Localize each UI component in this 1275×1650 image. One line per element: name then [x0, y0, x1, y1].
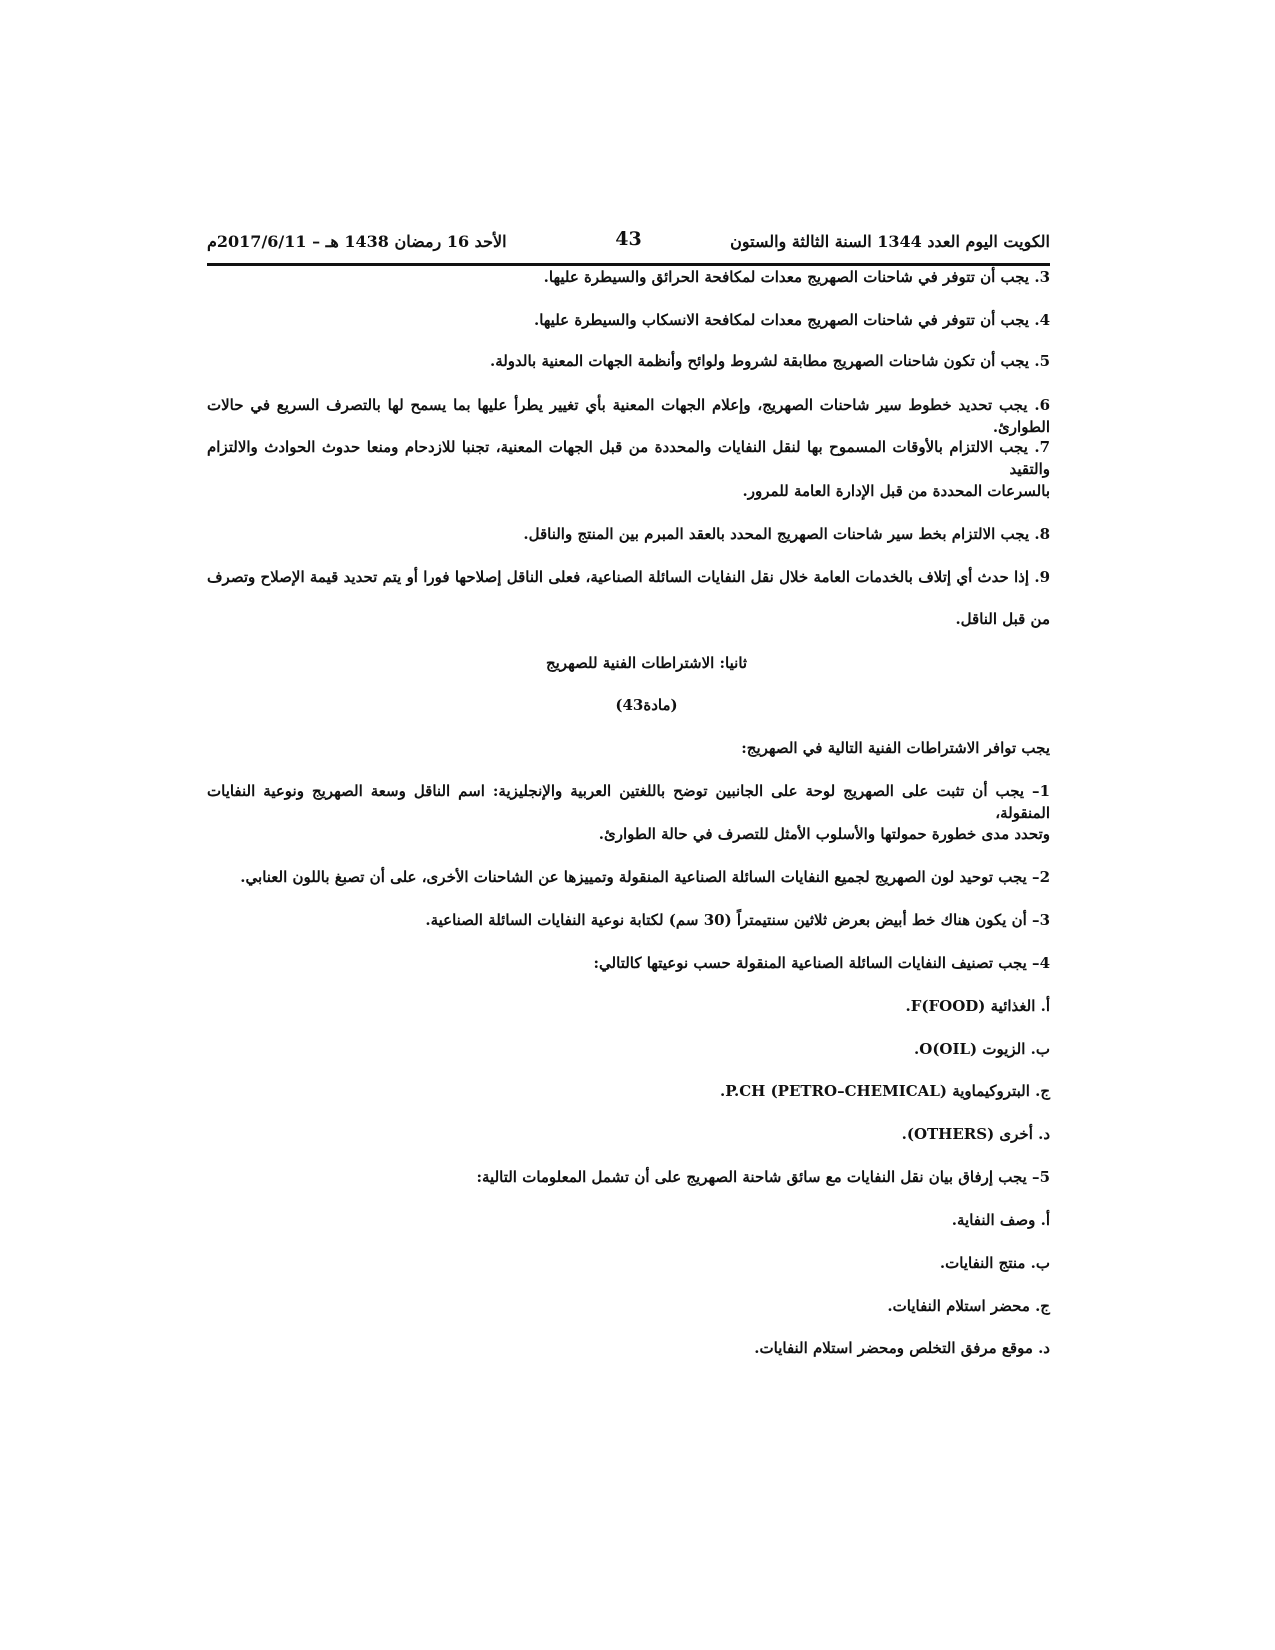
category-oil: ب. الزيوت O(OIL).: [914, 1040, 1050, 1058]
article-number: (مادة43): [615, 696, 678, 714]
manifest-waste-producer: ب. منتج النفايات.: [939, 1254, 1050, 1272]
clause-2: 2– يجب توحيد لون الصهريج لجميع النفايات السائلة الصناعية المنقولة وتمييزها عن الشاحنات الأخرى، على أن تصبغ باللون العنابي.: [240, 868, 1050, 886]
header-page-number: 43: [615, 228, 642, 250]
section-intro: يجب توافر الاشتراطات الفنية التالية في الصهريج:: [741, 739, 1050, 757]
manifest-disposal-site: د. موقع مرفق التخلص ومحضر استلام النفايات.: [754, 1339, 1050, 1357]
header-publication: الكويت اليوم العدد 1344 السنة الثالثة والستون: [730, 232, 1050, 251]
category-others: د. أخرى (OTHERS).: [901, 1125, 1050, 1143]
clause-4: 4– يجب تصنيف النفايات السائلة الصناعية المنقولة حسب نوعيتها كالتالي:: [593, 954, 1050, 972]
section-heading: ثانيا: الاشتراطات الفنية للصهريج: [545, 654, 748, 672]
item-5: 5. يجب أن تكون شاحنات الصهريج مطابقة لشروط ولوائح وأنظمة الجهات المعنية بالدولة.: [489, 352, 1050, 370]
item-7-continued: بالسرعات المحددة من قبل الإدارة العامة للمرور.: [742, 482, 1050, 500]
manifest-waste-description: أ. وصف النفاية.: [951, 1211, 1050, 1229]
page-header: [207, 226, 1050, 260]
clause-3: 3– أن يكون هناك خط أبيض بعرض ثلاثين سنتيمتراً (30 سم) لكتابة نوعية النفايات السائلة الصناعية.: [425, 911, 1050, 929]
clause-1: 1– يجب أن تثبت على الصهريج لوحة على الجانبين توضح باللغتين العربية والإنجليزية: اسم الناقل وسعة الصهريج ونوعية النفايات المنقولة،: [207, 782, 1050, 822]
item-8: 8. يجب الالتزام بخط سير شاحنات الصهريج المحدد بالعقد المبرم بين المنتج والناقل.: [523, 525, 1050, 543]
clause-5: 5– يجب إرفاق بيان نقل النفايات مع سائق شاحنة الصهريج على أن تشمل المعلومات التالية:: [476, 1168, 1050, 1186]
manifest-receipt-record: ج. محضر استلام النفايات.: [887, 1297, 1050, 1315]
header-date: الأحد 16 رمضان 1438 هـ – 2017/6/11م: [207, 232, 507, 251]
category-petrochemical: ج. البتروكيماوية P.CH (PETRO–CHEMICAL).: [719, 1082, 1050, 1100]
clause-1-continued: وتحدد مدى خطورة حمولتها والأسلوب الأمثل للتصرف في حالة الطوارئ.: [598, 825, 1050, 843]
item-9-continued: من قبل الناقل.: [955, 610, 1050, 628]
item-4: 4. يجب أن تتوفر في شاحنات الصهريج معدات لمكافحة الانسكاب والسيطرة عليها.: [533, 311, 1050, 329]
item-7: 7. يجب الالتزام بالأوقات المسموح بها لنقل النفايات والمحددة من قبل الجهات المعنية، تجنبا للازدحام ومنعا حدوث الحوادث والالتزام والتقيد: [207, 438, 1050, 478]
category-food: أ. الغذائية F(FOOD).: [905, 997, 1050, 1015]
item-9: 9. إذا حدث أي إتلاف بالخدمات العامة خلال نقل النفايات السائلة الصناعية، فعلى الناقل إصلاحها فورا أو يتم تحديد قيمة الإصلاح وتصرف: [207, 568, 1050, 586]
item-3: 3. يجب أن تتوفر في شاحنات الصهريج معدات لمكافحة الحرائق والسيطرة عليها.: [543, 268, 1050, 286]
item-6: 6. يجب تحديد خطوط سير شاحنات الصهريج، وإعلام الجهات المعنية بأي تغيير يطرأ عليها بما يسمح لها بالتصرف السريع في حالات الطوارئ.: [207, 396, 1050, 436]
